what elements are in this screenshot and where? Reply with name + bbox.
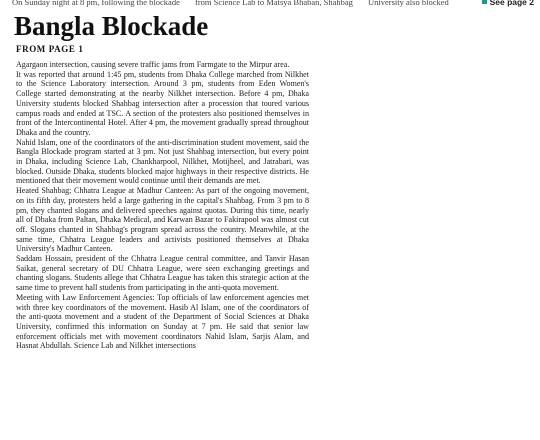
see-page-link[interactable] — [478, 0, 534, 7]
paragraph: Nahid Islam, one of the coordinators of the anti-discrimination student movement, said the Bangla Blockade program started at 3 pm. Not just Shahbag intersection, but every point in Dhaka, including Science Lab, Chankharpool, Nilkhet, Motijheel, and Jatrabari, was blocked. Outside Dhaka, students blocked major highways in their respective districts. He mentioned that their movement would continue until their demands are met. — [16, 137, 309, 186]
article-body — [16, 60, 309, 351]
paragraph: Meeting with Law Enforcement Agencies: Top officials of law enforcement agencies met with three key coordinators of the movement. Hasib Al Islam, one of the coordinators of the anti-quota movement and a student of the Department of Social Sciences at Dhaka University, confirmed this information on Sunday at 7 pm. He said that senior law enforcement officials met with movement coordinators Nahid Islam, Sarjis Alam, and Hasnat Abdullah. Science Lab and Nilkhet intersections — [16, 292, 309, 351]
strip-fragment-2: from Science Lab to Matsya Bhaban, Shahbag — [195, 0, 353, 7]
continuation-strip — [0, 0, 540, 9]
paragraph: Agargaon intersection, causing severe traffic jams from Farmgate to the Mirpur area. — [16, 60, 290, 69]
strip-fragment-1: On Sunday night at 8 pm, following the blockade — [12, 0, 180, 7]
headline: Bangla Blockade — [14, 11, 209, 41]
strip-fragment-3: University also blocked — [368, 0, 449, 7]
paragraph: Heated Shahbag; Chhatra League at Madhur Canteen: As part of the ongoing movement, on its fifth day, protesters held a large gathering in the capital's Shahbag. From 3 pm to 8 pm, they chanted slogans and delivered speeches against quotas. During this time, nearly all of Dhaka from Paltan, Dhaka Medical, and Karwan Bazar to Fakirapool was almost cut off. Slogans chanted in Shahbag's program spread across the country. Meanwhile, at the same time, Chhatra League leaders and activists positioned themselves at Dhaka University's Madhur Canteen. — [16, 186, 309, 254]
square-bullet-icon — [482, 0, 487, 4]
paragraph: It was reported that around 1:45 pm, students from Dhaka College marched from Nilkhet to the Science Laboratory intersection. Around 3 pm, students from Eden Women's College started demonstrating at the nearby Nilkhet intersection. Before 4 pm, Dhaka University students blocked Shahbag intersection after a procession that toured various campus roads and ended at TSC. A section of the protesters also positioned themselves in front of the Intercontinental Hotel. After 4 pm, the movement gradually spread throughout Dhaka and the country. — [16, 69, 309, 137]
from-page-label: FROM PAGE 1 — [16, 44, 84, 54]
see-page-label: See page 2 — [489, 0, 534, 7]
paragraph: Saddam Hossain, president of the Chhatra League central committee, and Tanvir Hasan Saikat, general secretary of DU Chhatra League, were seen exchanging greetings and chanting slogans. Students allege that Chhatra League has taken this strategic action at the same time to prevent hall students from participating in the anti-quota movement. — [16, 254, 309, 293]
